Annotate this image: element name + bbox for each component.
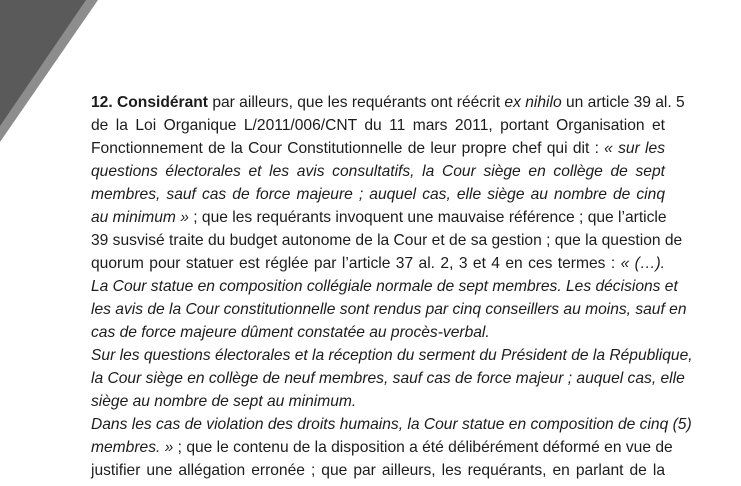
paragraph-line bbox=[91, 116, 665, 136]
paragraph-line bbox=[91, 369, 685, 389]
quote-run: « sur les bbox=[604, 140, 665, 157]
quote-run: les avis de la Cour constitutionnelle sont rendus par cinq conseillers au moins, sauf en bbox=[91, 301, 687, 318]
paragraph-line bbox=[91, 231, 683, 251]
paragraph-number: 12. Considérant bbox=[91, 94, 208, 111]
quote-run: membres, sauf cas de force majeure ; auquel cas, elle siège au nombre de cinq bbox=[91, 186, 665, 203]
paragraph-line bbox=[91, 93, 685, 113]
text-run: justifier une allégation erronée ; que par ailleurs, les requérants, en parlant de la bbox=[91, 462, 665, 479]
quote-run: questions électorales et les avis consultatifs, la Cour siège en collège de sept bbox=[91, 163, 665, 180]
paragraph-line bbox=[91, 461, 665, 481]
quote-run: La Cour statue en composition collégiale normale de sept membres. Les décisions et bbox=[91, 278, 678, 295]
paragraph-line bbox=[91, 208, 665, 228]
quote-run: au minimum » bbox=[91, 209, 189, 226]
paragraph-line bbox=[91, 162, 665, 182]
paragraph-line bbox=[91, 185, 665, 205]
paragraph-line bbox=[91, 392, 665, 412]
text-run: un article 39 al. 5 bbox=[561, 94, 685, 111]
quote-run: Dans les cas de violation des droits humains, la Cour statue en composition de cinq (5) bbox=[91, 416, 692, 433]
paragraph-line bbox=[91, 346, 693, 366]
paragraph-line bbox=[91, 254, 665, 274]
latin-phrase: ex nihilo bbox=[504, 94, 562, 111]
paragraph-line bbox=[91, 300, 687, 320]
quote-run: « (…). bbox=[620, 255, 665, 272]
text-run: 39 susvisé traite du budget autonome de la Cour et de sa gestion ; que la question de bbox=[91, 232, 683, 249]
paragraph-line bbox=[91, 415, 692, 435]
quote-run: cas de force majeure dûment constatée au procès-verbal. bbox=[91, 324, 490, 341]
paragraph-line bbox=[91, 438, 673, 458]
paragraph-line bbox=[91, 323, 665, 343]
text-run: par ailleurs, que les requérants ont réécrit bbox=[207, 94, 505, 111]
quote-run: la Cour siège en collège de neuf membres, sauf cas de force majeur ; auquel cas, elle bbox=[91, 370, 685, 387]
quote-run: membres. » bbox=[91, 439, 174, 456]
quote-run: siège au nombre de sept au minimum. bbox=[91, 393, 357, 410]
text-run: de la Loi Organique L/2011/006/CNT du 11 mars 2011, portant Organisation et bbox=[91, 117, 665, 134]
text-run: ; que les requérants invoquent une mauvaise référence ; que l’article bbox=[188, 209, 667, 226]
text-run: Fonctionnement de la Cour Constitutionnelle de leur propre chef qui dit : bbox=[91, 140, 605, 157]
text-run: quorum pour statuer est réglée par l’article 37 al. 2, 3 et 4 en ces termes : bbox=[91, 255, 621, 272]
quote-run: Sur les questions électorales et la réception du serment du Président de la République, bbox=[91, 347, 693, 364]
paragraph-line bbox=[91, 139, 665, 159]
paragraph-line bbox=[91, 277, 678, 297]
text-run: ; que le contenu de la disposition a été délibérément déformé en vue de bbox=[173, 439, 673, 456]
